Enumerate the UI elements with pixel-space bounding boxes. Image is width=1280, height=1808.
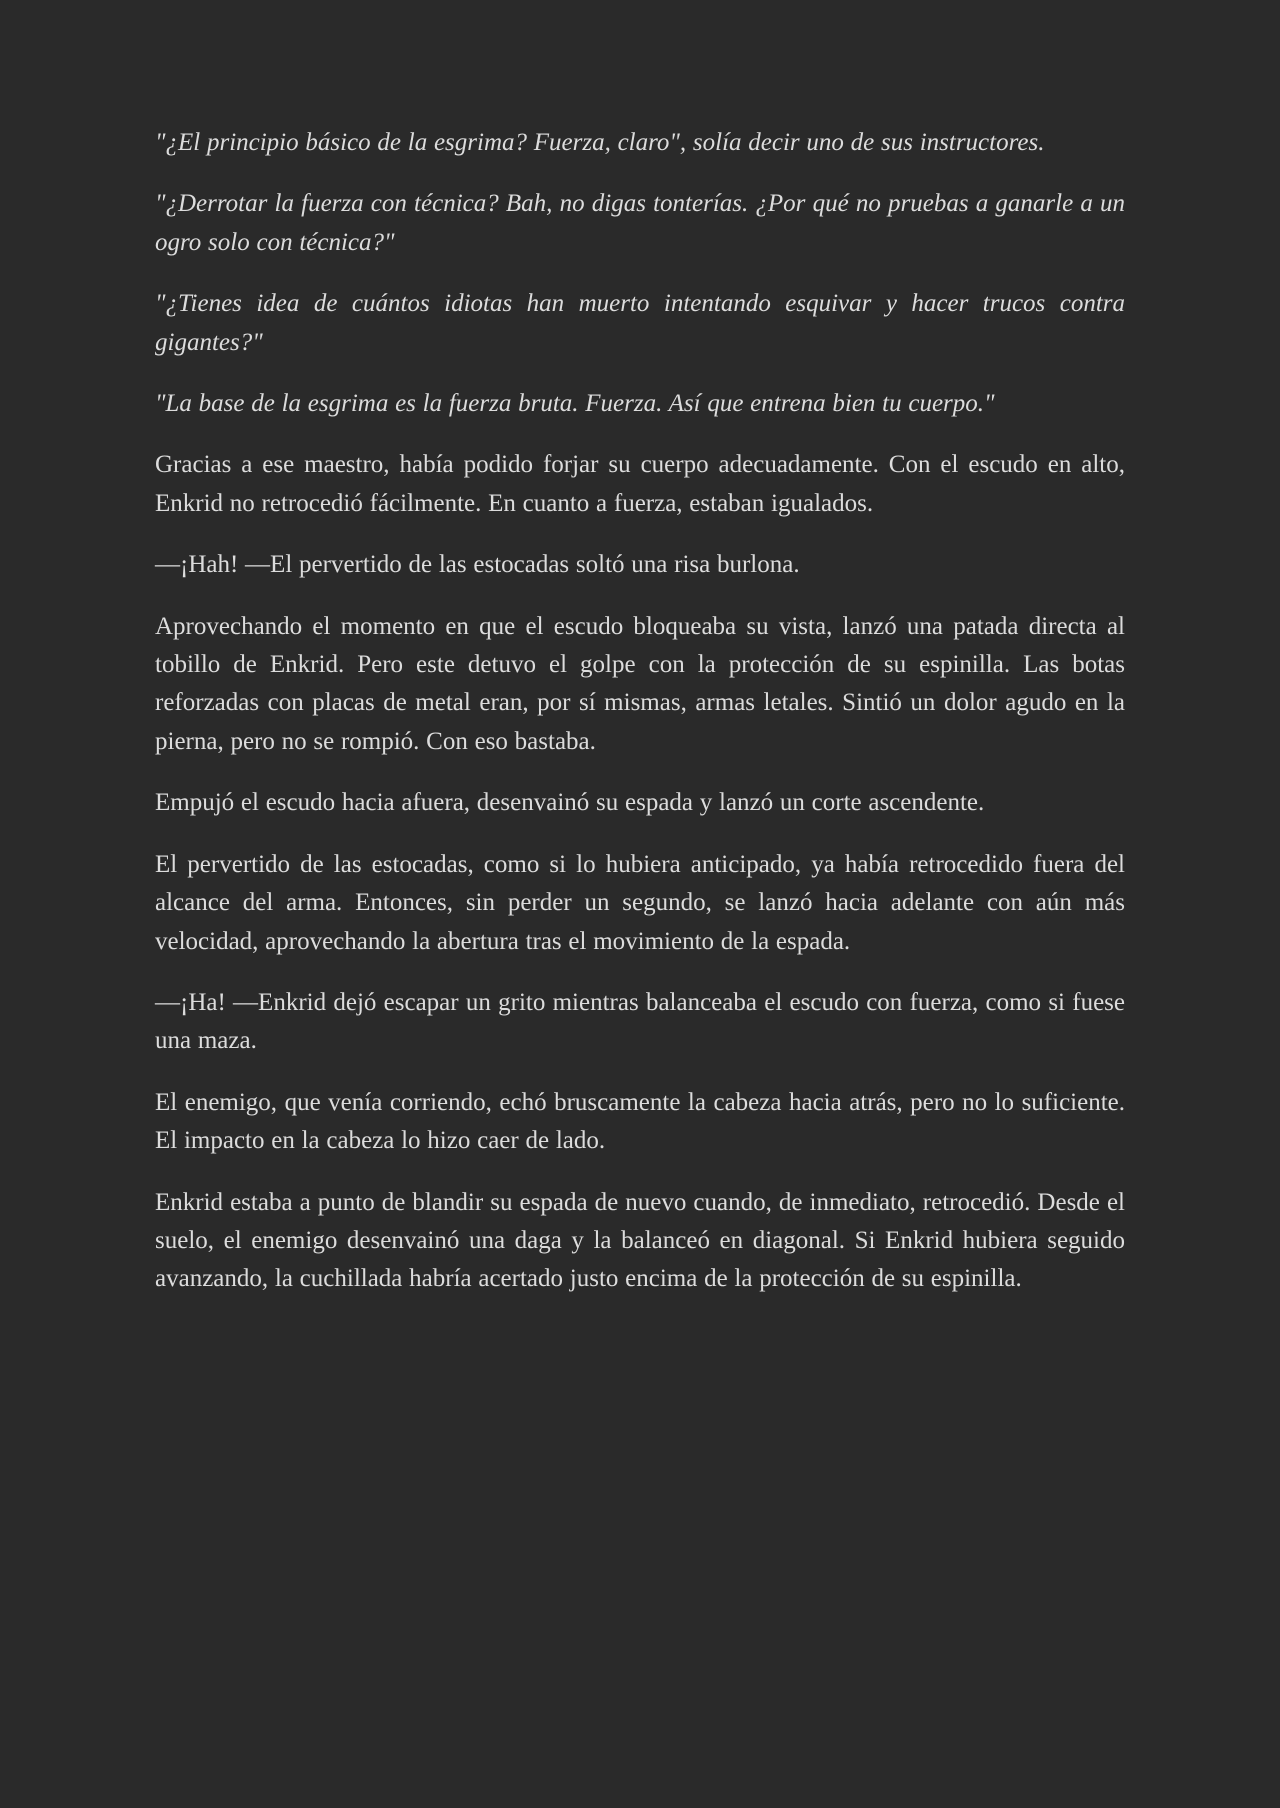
narrative-paragraph: Aprovechando el momento en que el escudo bloqueaba su vista, lanzó una patada directa al tobillo de Enkrid. Pero este detuvo el golpe con la protección de su espinilla. Las botas reforzadas con placas de metal eran, por sí mismas, armas letales. Sintió un dolor agudo en la pierna, pero no se rompió. Con eso bastaba. [155, 612, 1125, 755]
quoted-dialogue-paragraph: "¿El principio básico de la esgrima? Fuerza, claro", solía decir uno de sus instructores. [155, 129, 1045, 156]
quoted-dialogue-paragraph: "La base de la esgrima es la fuerza bruta. Fuerza. Así que entrena bien tu cuerpo." [155, 390, 995, 418]
narrative-paragraph: El enemigo, que venía corriendo, echó bruscamente la cabeza hacia atrás, pero no lo suficiente. El impacto en la cabeza lo hizo caer de lado. [155, 1088, 1125, 1155]
narrative-paragraph: Gracias a ese maestro, había podido forjar su cuerpo adecuadamente. Con el escudo en alto, Enkrid no retrocedió fácilmente. En cuanto a fuerza, estaban igualados. [155, 451, 1125, 517]
narrative-paragraph: —¡Hah! —El pervertido de las estocadas soltó una risa burlona. [155, 551, 800, 579]
quoted-dialogue-paragraph: "¿Tienes idea de cuántos idiotas han muerto intentando esquivar y hacer trucos contra gigantes?" [155, 290, 1125, 356]
quoted-dialogue-paragraph: "¿Derrotar la fuerza con técnica? Bah, no digas tonterías. ¿Por qué no pruebas a ganarle a un ogro solo con técnica?" [155, 190, 1125, 256]
narrative-paragraph: —¡Ha! —Enkrid dejó escapar un grito mientras balanceaba el escudo con fuerza, como si fuese una maza. [155, 988, 1125, 1055]
chapter-text-column [155, 124, 1125, 1299]
narrative-paragraph: Enkrid estaba a punto de blandir su espada de nuevo cuando, de inmediato, retrocedió. Desde el suelo, el enemigo desenvainó una daga y la balanceó en diagonal. Si Enkrid hubiera seguido avanzando, la cuchillada habría acertado justo encima de la protección de su espinilla. [155, 1188, 1125, 1293]
narrative-paragraph: Empujó el escudo hacia afuera, desenvainó su espada y lanzó un corte ascendente. [155, 789, 985, 817]
narrative-paragraph: El pervertido de las estocadas, como si lo hubiera anticipado, ya había retrocedido fuera del alcance del arma. Entonces, sin perder un segundo, se lanzó hacia adelante con aún más velocidad, aprovechando la abertura tras el movimiento de la espada. [155, 850, 1125, 955]
